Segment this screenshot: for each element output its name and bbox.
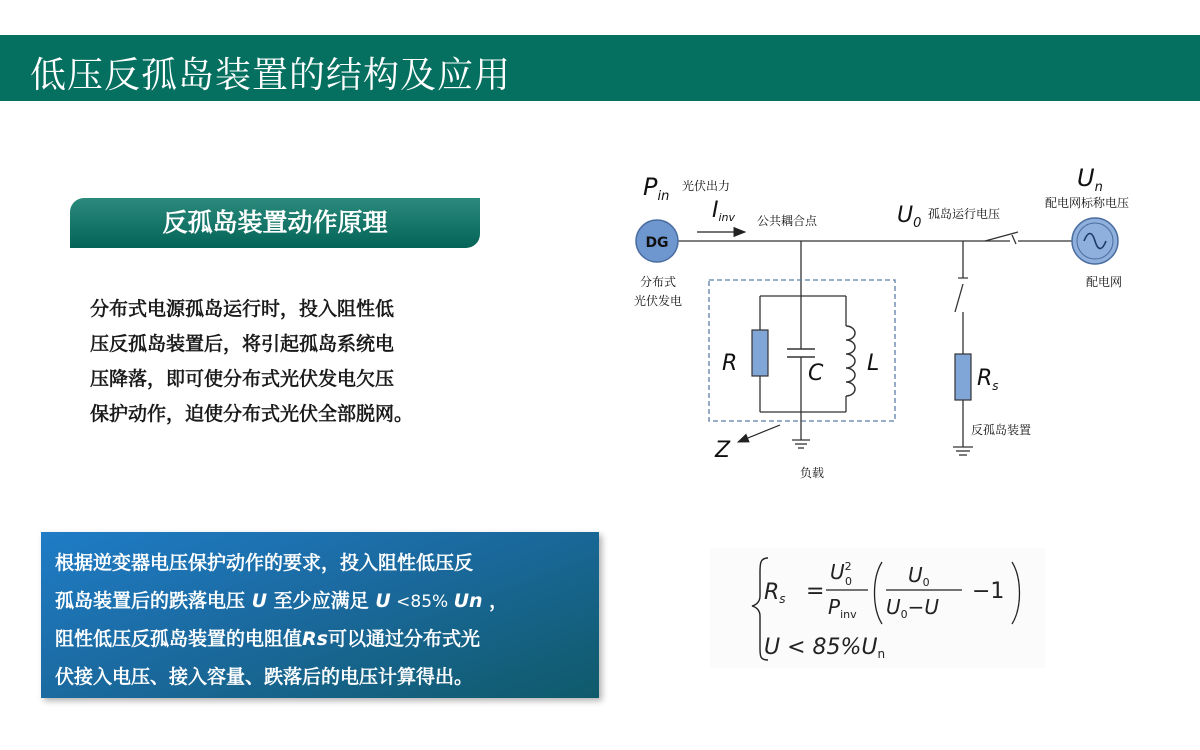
formula-minus-one: −1	[972, 579, 1005, 604]
requirement-line-2	[55, 582, 508, 621]
inductor-l	[846, 326, 855, 396]
formula-condition: U < 85%Un	[764, 635, 886, 661]
principle-line: 保护动作，迫使分布式光伏全部脱网。	[90, 403, 414, 425]
formula	[710, 548, 1045, 668]
formula-u0sq: $U^2$	[830, 560, 852, 584]
principle-line: 压降落，即可使分布式光伏发电欠压	[90, 368, 395, 390]
bus-switch-tick	[1012, 235, 1016, 244]
requirement-line-4: 伏接入电压、接入容量、跌落后的电压计算得出。	[55, 666, 474, 688]
principle-text	[90, 292, 470, 432]
z-arrow	[738, 425, 780, 442]
formula-frac-num: $U_0$	[908, 563, 930, 589]
pcc-label: 公共耦合点	[757, 214, 818, 228]
device-label: 反孤岛装置	[971, 423, 1032, 437]
formula-frac-den: $U_0-U$	[886, 595, 940, 621]
u0-label: $U_0$	[897, 203, 922, 231]
principle-line: 压反孤岛装置后，将引起孤岛系统电	[90, 333, 395, 355]
text-span: 可以通过分布式光	[327, 628, 480, 650]
resistor-r	[752, 330, 768, 376]
r-label: R	[722, 351, 738, 376]
symbol-rs: Rs	[302, 628, 328, 650]
circuit-diagram	[600, 150, 1190, 490]
principle-line: 分布式电源孤岛运行时，投入阻性低	[90, 298, 395, 320]
formula-eq: =	[806, 579, 825, 604]
section-heading: 反孤岛装置动作原理	[70, 198, 480, 248]
dg-label: DG	[645, 235, 669, 251]
page-title: 低压反孤岛装置的结构及应用	[30, 55, 512, 96]
symbol-un: Un	[453, 590, 483, 612]
text-span: <85%	[390, 592, 454, 612]
resistor-rs	[955, 354, 971, 400]
dg-desc-1: 分布式	[639, 275, 677, 289]
symbol-u: U	[375, 590, 391, 612]
text-span: ，	[482, 590, 509, 612]
pin-label: $P_{in}$	[643, 173, 670, 204]
text-span: 至少应满足	[267, 590, 376, 612]
text-span: 孤岛装置后的跌落电压	[55, 590, 252, 612]
rs-label: $R_s$	[977, 366, 999, 393]
text-span: 阻性低压反孤岛装置的电阻值	[55, 628, 303, 650]
requirement-line-3	[55, 620, 480, 658]
formula-pinv: $P_{inv}$	[828, 595, 857, 621]
island-voltage-label: 孤岛运行电压	[928, 207, 1001, 221]
z-label: Z	[715, 438, 731, 463]
formula-rparen	[1012, 562, 1020, 624]
l-label: L	[867, 351, 880, 376]
symbol-u: U	[251, 590, 268, 612]
iinv-label: Iinv	[712, 198, 736, 224]
rs-switch	[955, 284, 963, 312]
requirement-box	[41, 532, 599, 698]
dg-desc-2: 光伏发电	[633, 294, 683, 308]
pv-output-label: 光伏出力	[682, 179, 731, 193]
grid-label: 配电网	[1085, 275, 1123, 289]
load-label: 负载	[799, 466, 825, 480]
c-label: C	[808, 361, 824, 386]
requirement-line-1: 根据逆变器电压保护动作的要求，投入阻性低压反	[55, 552, 474, 574]
formula-rs: Rs	[764, 580, 786, 606]
formula-u0sq-sub: 0	[845, 575, 852, 588]
formula-lparen	[875, 562, 883, 624]
grid-nominal-label: 配电网标称电压	[1045, 196, 1130, 210]
un-label: $U_n$	[1077, 164, 1103, 195]
